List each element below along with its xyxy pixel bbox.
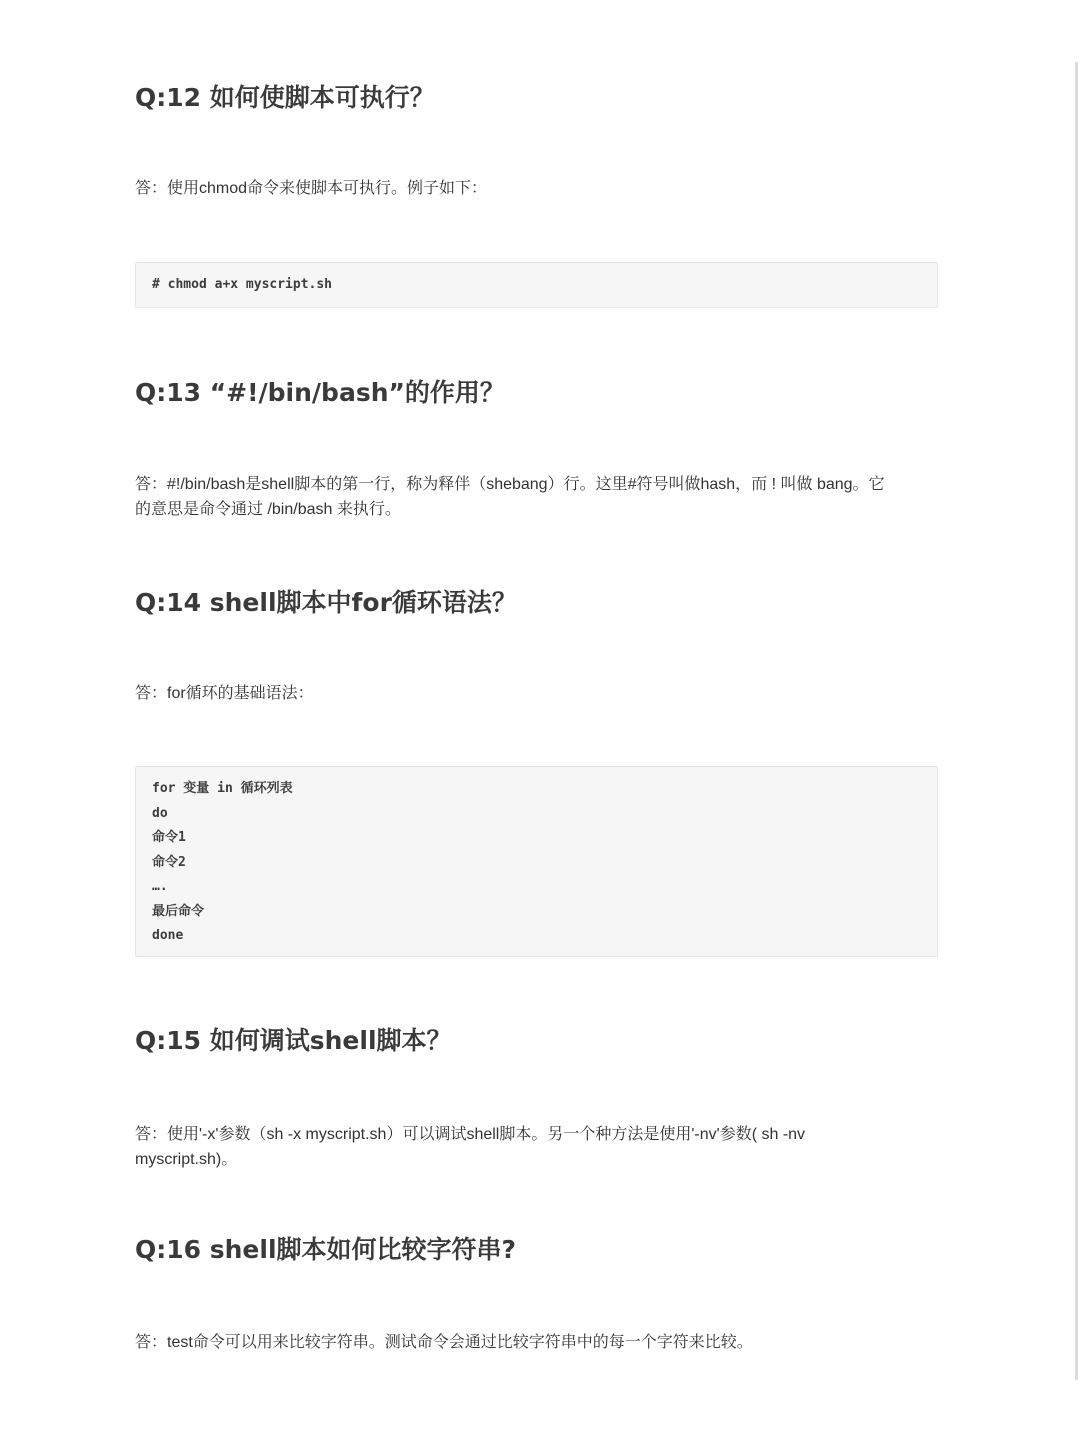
- code-line: # chmod a+x myscript.sh: [152, 277, 333, 292]
- question-16-heading: Q:16 shell脚本如何比较字符串?: [135, 1235, 517, 1264]
- code-line: done: [152, 928, 184, 943]
- code-line: 命令2: [152, 854, 186, 870]
- code-line: ….: [152, 879, 168, 894]
- question-14-heading: Q:14 shell脚本中for循环语法？: [135, 588, 517, 617]
- question-12-answer: 答：使用chmod命令来使脚本可执行。例子如下：: [135, 180, 488, 197]
- question-14-answer: 答：for循环的基础语法：: [135, 685, 314, 702]
- question-13-heading: Q:13 “#!/bin/bash”的作用？: [135, 378, 505, 407]
- question-16-answer: 答：test命令可以用来比较字符串。测试命令会通过比较字符串中的每一个字符来比较。: [135, 1334, 753, 1351]
- question-15-heading: Q:15 如何调试shell脚本？: [135, 1026, 452, 1055]
- code-line: for 变量 in 循环列表: [152, 781, 293, 796]
- question-12-heading: Q:12 如何使脚本可执行？: [135, 83, 435, 112]
- page-edge-divider: [1075, 62, 1078, 1380]
- code-line: 最后命令: [152, 903, 205, 919]
- question-14-code-block: [135, 766, 938, 957]
- code-line: do: [152, 805, 168, 821]
- question-15-answer: 答：使用'-x'参数（sh -x myscript.sh）可以调试shell脚本。另一个种方法是使用'-nv'参数( sh -nv myscript.sh)。: [135, 1126, 806, 1168]
- question-12-code-block: [135, 262, 938, 308]
- question-13-answer: 答：#!/bin/bash是shell脚本的第一行，称为释伴（shebang）行。这里#符号叫做hash，而 ! 叫做 bang。它的意思是命令通过 /bin/bash 来执行。: [135, 476, 885, 518]
- code-line: 命令1: [152, 830, 186, 845]
